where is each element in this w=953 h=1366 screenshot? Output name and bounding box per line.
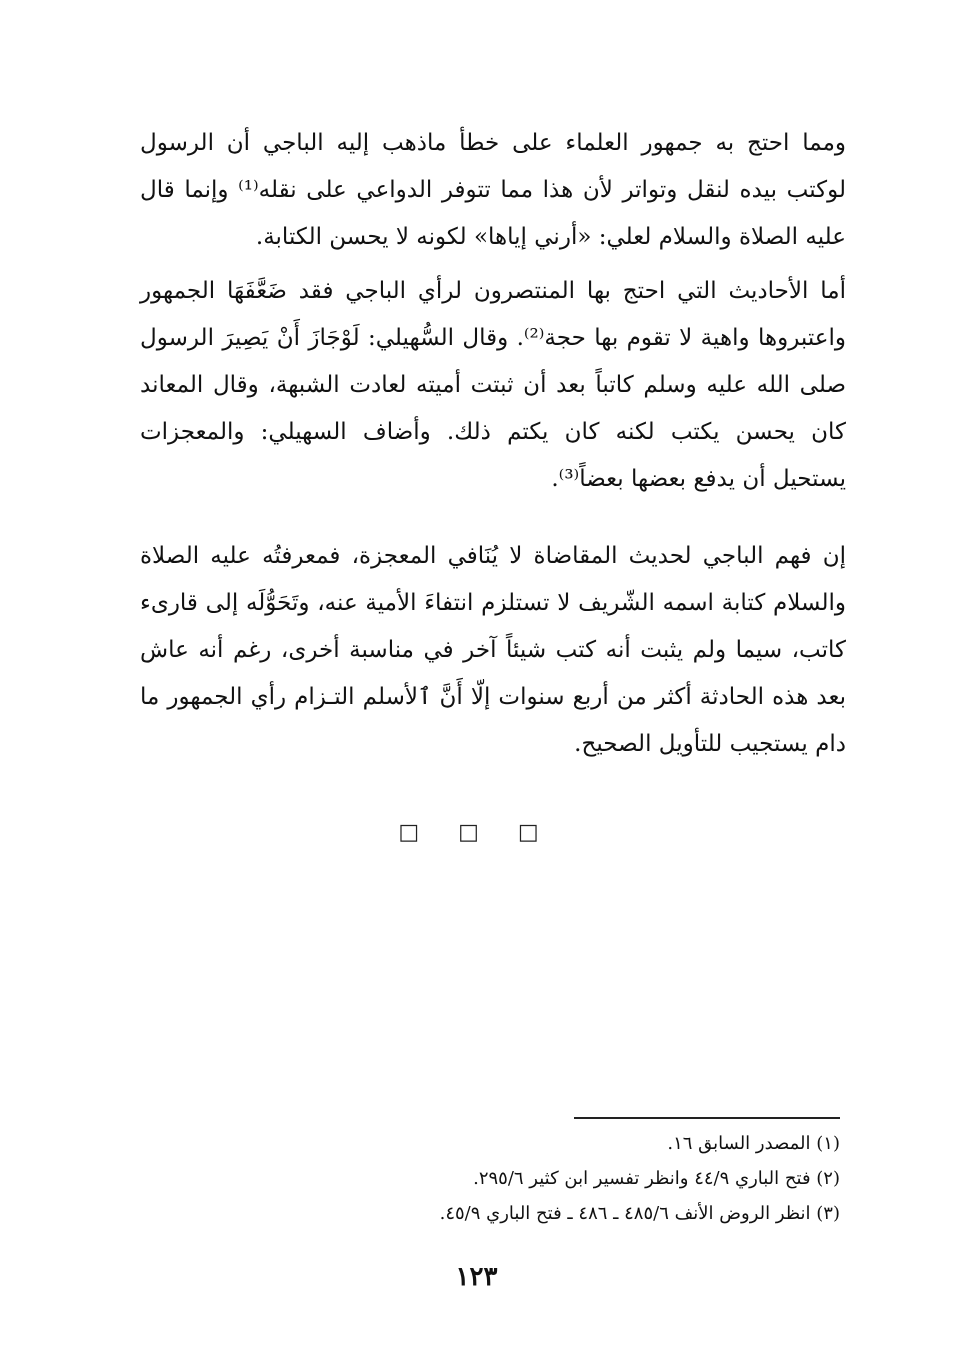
paragraph-1: ومما احتج به جمهور العلماء على خطأ ماذهب إليه الباجي أن الرسول لوكتب بيده لنقل وتواتر لأن هذا مما تتوفر الدواعي على نقله⁽¹⁾ وإنما قال عليه الصلاة والسلام لعلي: «أرني إياها» لكونه لا يحسن الكتابة.: [140, 130, 846, 250]
footnote-3: (٣) انظر الروض الأنف ٤٨٥/٦ ـ ٤٨٦ ـ فتح الباري ٤٥/٩.: [439, 1203, 840, 1224]
footnote-1: (١) المصدر السابق ١٦.: [667, 1133, 840, 1154]
footnote-2: (٢) فتح الباري ٤٤/٩ وانظر تفسير ابن كثير ٢٩٥/٦.: [473, 1168, 840, 1189]
footnote-rule: [574, 1117, 840, 1119]
page-number: ١٢٣: [455, 1262, 498, 1292]
footnotes: [300, 1126, 840, 1231]
paragraph-2: أما الأحاديث التي احتج بها المنتصرون لرأي الباجي فقد ضَعَّفَهَا الجمهور واعتبروها واهية لا تقوم بها حجة⁽²⁾. وقال السُّهيلي: لَوْجَازَ أَنْ يَصِيرَ الرسول صلى الله عليه وسلم كاتباً بعد أن ثبتت أميته لعادت الشبهة، وقال المعاند كان يحسن يكتب لكنه كان يكتم ذلك. وأضاف السهيلي: والمعجزات يستحيل أن يدفع بعضها بعضاً⁽³⁾.: [140, 278, 846, 492]
paragraph-3: إن فهم الباجي لحديث المقاضاة لا يُنَافي المعجزة، فمعرفتُه عليه الصلاة والسلام كتابة اسمه الشّريف لا تستلزم انتفاءَ الأمية عنه، وتَحَوُّلَه إلى قارىء كاتب، سيما ولم يثبت أنه كتب شيئاً آخر في مناسبة أخرى، رغم أنه عاش بعد هذه الحادثة أكثر من أربع سنوات إلّا أَنَّ ٱلأسلم التـزام رأي الجمهور ما دام يستجيب للتأويل الصحيح.: [140, 543, 846, 757]
section-separator: □ □ □: [398, 820, 555, 845]
